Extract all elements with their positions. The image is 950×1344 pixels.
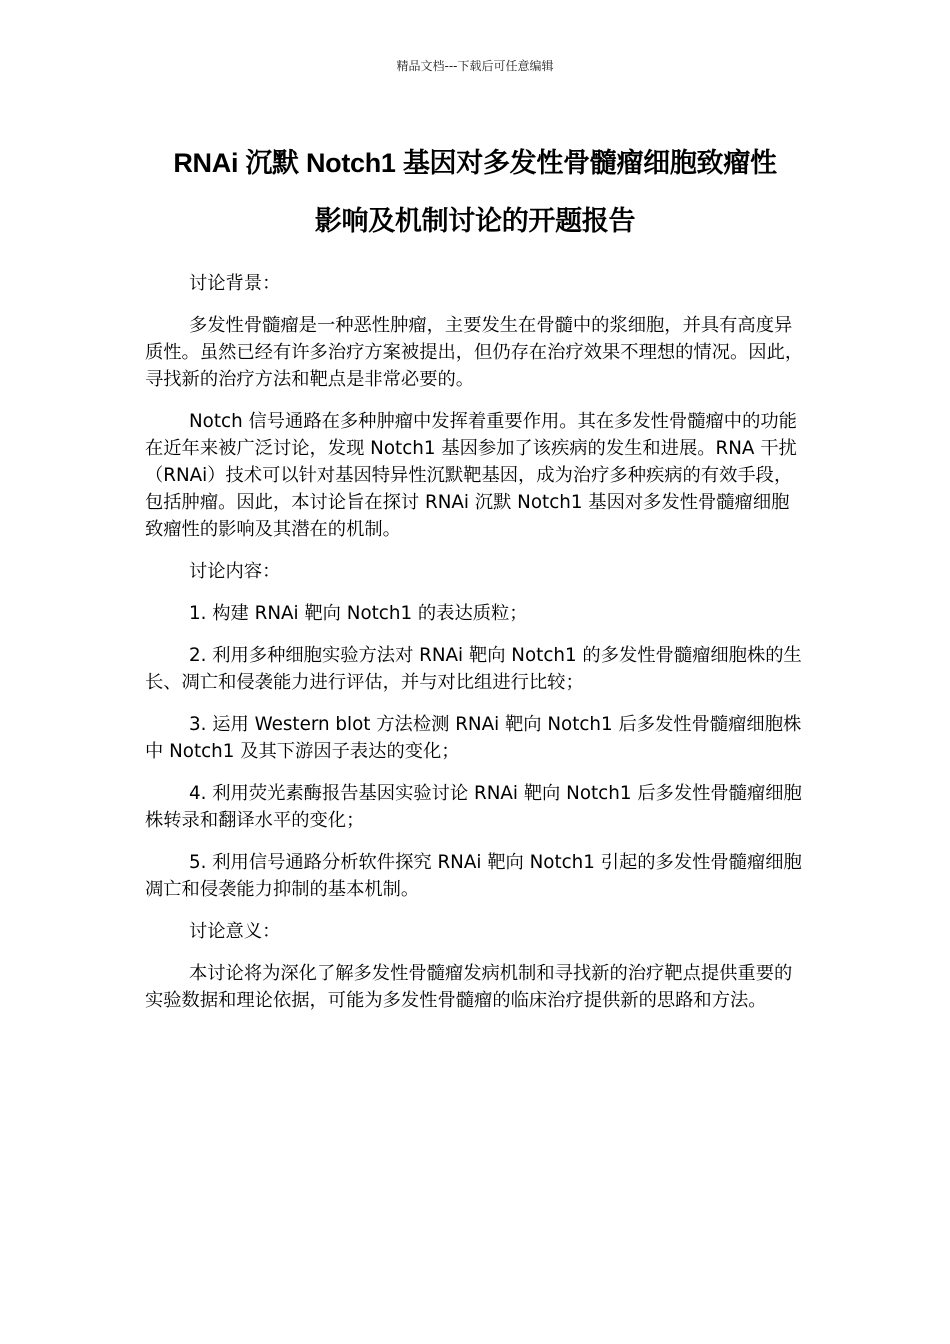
paragraph-significance: 本讨论将为深化了解多发性骨髓瘤发病机制和寻找新的治疗靶点提供重要的实验数据和理论依据，可能为多发性骨髓瘤的临床治疗提供新的思路和方法。	[145, 963, 793, 1011]
paragraph-background-1: 多发性骨髓瘤是一种恶性肿瘤，主要发生在骨髓中的浆细胞，并具有高度异质性。虽然已经有许多治疗方案被提出，但仍存在治疗效果不理想的情况。因此，寻找新的治疗方法和靶点是非常必要的。	[145, 315, 804, 390]
paragraph-background-2: Notch 信号通路在多种肿瘤中发挥着重要作用。其在多发性骨髓瘤中的功能在近年来被广泛讨论，发现 Notch1 基因参加了该疾病的发生和进展。RNA 干扰（RNAi）技术可以针对基因特异性沉默靶基因，成为治疗多种疾病的有效手段，包括肿瘤。因此，本讨论旨在探讨 RNAi 沉默 Notch1 基因对多发性骨髓瘤细胞致瘤性的影响及其潜在的机制。	[145, 411, 797, 540]
content-item-1: 1. 构建 RNAi 靶向 Notch1 的表达质粒；	[189, 603, 528, 624]
document-body	[145, 270, 807, 1029]
content-item-3: 3. 运用 Western blot 方法检测 RNAi 靶向 Notch1 后多发性骨髓瘤细胞株中 Notch1 及其下游因子表达的变化；	[145, 714, 802, 762]
section-heading-content: 讨论内容：	[189, 561, 281, 582]
section-heading-significance: 讨论意义：	[189, 921, 281, 942]
document-title	[120, 134, 830, 250]
content-item-5: 5. 利用信号通路分析软件探究 RNAi 靶向 Notch1 引起的多发性骨髓瘤细胞凋亡和侵袭能力抑制的基本机制。	[145, 852, 802, 900]
content-item-2: 2. 利用多种细胞实验方法对 RNAi 靶向 Notch1 的多发性骨髓瘤细胞株的生长、凋亡和侵袭能力进行评估，并与对比组进行比较；	[145, 645, 802, 693]
header-note: 精品文档---下载后可任意编辑	[396, 59, 554, 73]
title-line-2: 影响及机制讨论的开题报告	[314, 206, 636, 236]
content-item-4: 4. 利用荧光素酶报告基因实验讨论 RNAi 靶向 Notch1 后多发性骨髓瘤细胞株转录和翻译水平的变化；	[145, 783, 802, 831]
title-line-1: RNAi 沉默 Notch1 基因对多发性骨髓瘤细胞致瘤性	[173, 148, 777, 178]
section-heading-background: 讨论背景：	[189, 273, 281, 294]
